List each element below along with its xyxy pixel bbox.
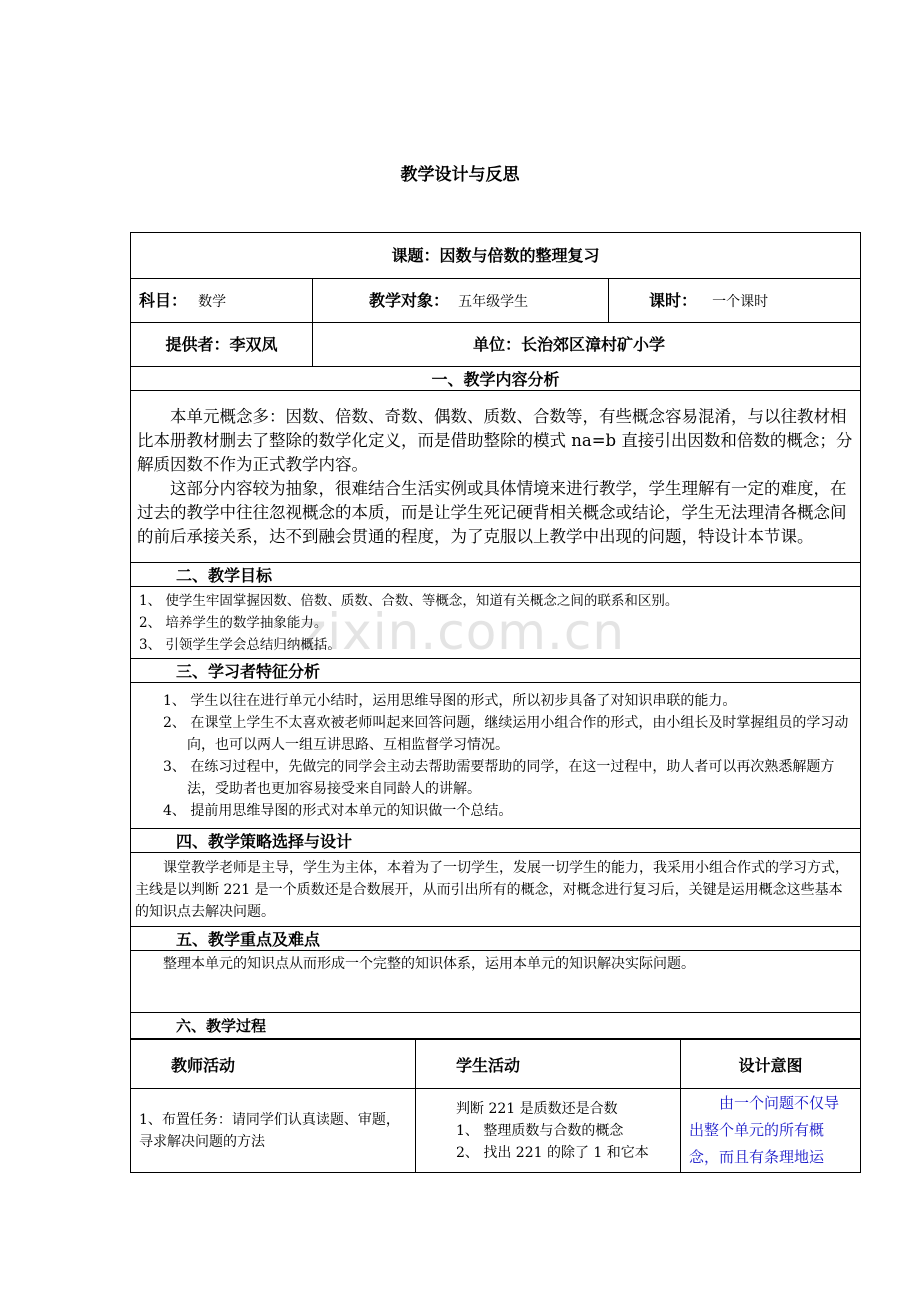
section-5-title: 五、教学重点及难点 — [131, 927, 861, 951]
section-4-body — [131, 853, 861, 927]
period-cell — [609, 279, 861, 323]
objective-item: 1、 使学生牢固掌握因数、倍数、质数、合数、等概念，知道有关概念之间的联系和区别。 — [139, 592, 679, 609]
student-activity-line: 判断 221 是质数还是合数 — [456, 1100, 618, 1117]
teacher-activity-cell: 1、布置任务：请同学们认真读题、审题，寻求解决问题的方法 — [131, 1089, 416, 1173]
design-intent-cell — [681, 1089, 861, 1173]
objective-item: 3、 引领学生学会总结归纳概括。 — [139, 636, 341, 653]
watermark: zixin.com.cn — [300, 603, 626, 661]
section-1-paragraph: 本单元概念多：因数、倍数、奇数、偶数、质数、合数等，有些概念容易混淆，与以往教材相比本册教材删去了整除的数学化定义，而是借助整除的模式 na=b 直接引出因数和倍数的概念；分解质因数不作为正式教学内容。 — [137, 406, 853, 474]
objective-item: 2、 培养学生的数学抽象能力。 — [139, 614, 328, 631]
section-2-body — [131, 587, 861, 659]
student-activity-cell — [416, 1089, 681, 1173]
learner-item: 4、 提前用思维导图的形式对本单元的知识做一个总结。 — [163, 802, 513, 819]
strategy-paragraph: 课堂教学老师是主导，学生为主体，本着为了一切学生，发展一切学生的能力，我采用小组合作式的学习方式，主线是以判断 221 是一个质数还是合数展开，从而引出所有的概念，对概念进行复习后，关键是运用概念这些基本的知识点去解决问题。 — [135, 859, 849, 920]
lesson-plan-table — [130, 232, 861, 1039]
design-intent-text: 由一个问题不仅导出整个单元的所有概念，而且有条理地运 — [689, 1094, 840, 1166]
period-value: 一个课时 — [712, 293, 769, 310]
section-1-title: 一、教学内容分析 — [131, 367, 861, 391]
period-label: 课时： — [649, 290, 698, 310]
section-2-title: 二、教学目标 — [131, 563, 861, 587]
learner-item: 1、 学生以往在进行单元小结时，运用思维导图的形式，所以初步具备了对知识串联的能力。 — [163, 692, 737, 709]
section-3-body — [131, 683, 861, 829]
subject-cell — [131, 279, 313, 323]
teaching-process-table — [130, 1039, 861, 1173]
audience-value: 五年级学生 — [458, 293, 529, 310]
student-activity-line: 1、 整理质数与合数的概念 — [456, 1122, 624, 1139]
document-title: 教学设计与反思 — [400, 165, 520, 185]
provider: 提供者：李双凤 — [131, 323, 313, 367]
section-4-title: 四、教学策略选择与设计 — [131, 829, 861, 853]
subject-label: 科目： — [139, 290, 188, 310]
lesson-topic: 课题：因数与倍数的整理复习 — [131, 233, 861, 279]
school-unit: 单位：长治郊区漳村矿小学 — [313, 323, 861, 367]
audience-label: 教学对象： — [369, 290, 450, 310]
audience-cell — [313, 279, 609, 323]
key-points-paragraph: 整理本单元的知识点从而形成一个完整的知识体系，运用本单元的知识解决实际问题。 — [163, 956, 695, 972]
learner-item: 3、 在练习过程中，先做完的同学会主动去帮助需要帮助的同学，在这一过程中，助人者可以再次熟悉解题方法，受助者也更加容易接受来自同龄人的讲解。 — [163, 758, 835, 797]
section-6-title: 六、教学过程 — [131, 1013, 861, 1039]
subject-value: 数学 — [198, 293, 227, 310]
student-activity-header: 学生活动 — [416, 1040, 681, 1089]
student-activity-line: 2、 找出 221 的除了 1 和它本 — [456, 1144, 649, 1161]
section-3-title: 三、学习者特征分析 — [131, 659, 861, 683]
learner-item: 2、 在课堂上学生不太喜欢被老师叫起来回答问题，继续运用小组合作的形式，由小组长及时掌握组员的学习动向，也可以两人一组互讲思路、互相监督学习情况。 — [163, 714, 849, 753]
section-5-body — [131, 951, 861, 1013]
section-1-paragraph: 这部分内容较为抽象，很难结合生活实例或具体情境来进行教学，学生理解有一定的难度，在过去的教学中往往忽视概念的本质，而是让学生死记硬背相关概念或结论，学生无法理清各概念间的前后承接关系，达不到融会贯通的程度，为了克服以上教学中出现的问题，特设计本节课。 — [137, 478, 847, 546]
design-intent-header: 设计意图 — [681, 1040, 861, 1089]
teacher-activity-header: 教师活动 — [131, 1040, 416, 1089]
section-1-body — [131, 391, 861, 563]
